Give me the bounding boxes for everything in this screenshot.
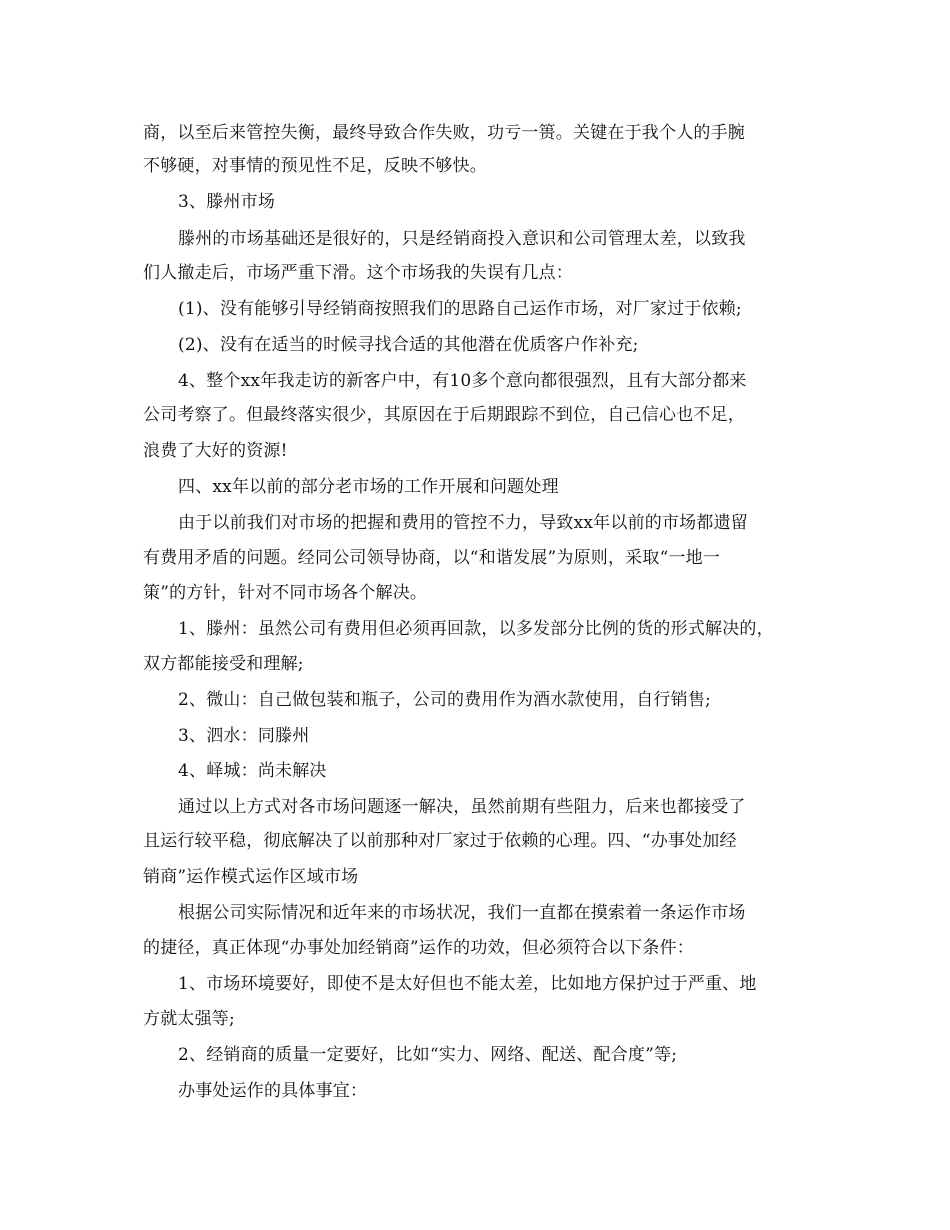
text-line: (1)、没有能够引导经销商按照我们的思路自己运作市场，对厂家过于依赖; — [178, 299, 742, 319]
text-line: 3、泗水：同滕州 — [178, 726, 310, 746]
text-line: 滕州的市场基础还是很好的，只是经销商投入意识和公司管理太差，以致我 — [178, 229, 746, 249]
text-line: 3、滕州市场 — [178, 192, 276, 212]
text-line: 商，以至后来管控失衡，最终导致合作失败，功亏一篑。关键在于我个人的手腕 — [143, 123, 745, 143]
text-line: 2、微山：自己做包装和瓶子，公司的费用作为酒水款使用，自行销售; — [178, 690, 711, 710]
text-line: 有费用矛盾的问题。经同公司领导协商，以“和谐发展”为原则，采取“一地一 — [143, 548, 721, 568]
text-line: 双方都能接受和理解; — [143, 654, 304, 674]
text-line: 们人撤走后，市场严重下滑。这个市场我的失误有几点： — [143, 263, 573, 283]
text-line: (2)、没有在适当的时候寻找合适的其他潜在优质客户作补充; — [178, 335, 639, 355]
text-line: 1、市场环境要好，即使不是太好但也不能太差，比如地方保护过于严重、地 — [178, 974, 757, 994]
text-line: 且运行较平稳，彻底解决了以前那种对厂家过于依赖的心理。四、“办事处加经 — [143, 831, 737, 851]
text-line: 办事处运作的具体事宜： — [178, 1081, 368, 1101]
text-line: 的捷径，真正体现“办事处加经销商”运作的功效，但必须符合以下条件： — [143, 938, 694, 958]
text-line: 4、整个xx年我走访的新客户中，有10多个意向都很强烈，且有大部分都来 — [178, 371, 747, 391]
text-line: 销商”运作模式运作区域市场 — [143, 867, 359, 887]
text-line: 浪费了大好的资源! — [143, 441, 288, 461]
text-line: 1、滕州：虽然公司有费用但必须再回款，以多发部分比例的货的形式解决的， — [178, 619, 774, 639]
text-line: 2、经销商的质量一定要好，比如“实力、网络、配送、配合度”等; — [178, 1045, 678, 1065]
text-line: 由于以前我们对市场的把握和费用的管控不力，导致xx年以前的市场都遗留 — [178, 513, 748, 533]
text-line: 不够硬，对事情的预见性不足，反映不够快。 — [143, 156, 487, 176]
text-line: 四、xx年以前的部分老市场的工作开展和问题处理 — [178, 477, 559, 497]
text-line: 通过以上方式对各市场问题逐一解决，虽然前期有些阻力，后来也都接受了 — [178, 797, 746, 817]
text-line: 根据公司实际情况和近年来的市场状况，我们一直都在摸索着一条运作市场 — [178, 903, 746, 923]
text-line: 4、峄城：尚未解决 — [178, 761, 327, 781]
text-line: 公司考察了。但最终落实很少，其原因在于后期跟踪不到位，自己信心也不足， — [143, 405, 745, 425]
text-line: 方就太强等; — [143, 1009, 235, 1029]
text-line: 策”的方针，针对不同市场各个解决。 — [143, 583, 428, 603]
